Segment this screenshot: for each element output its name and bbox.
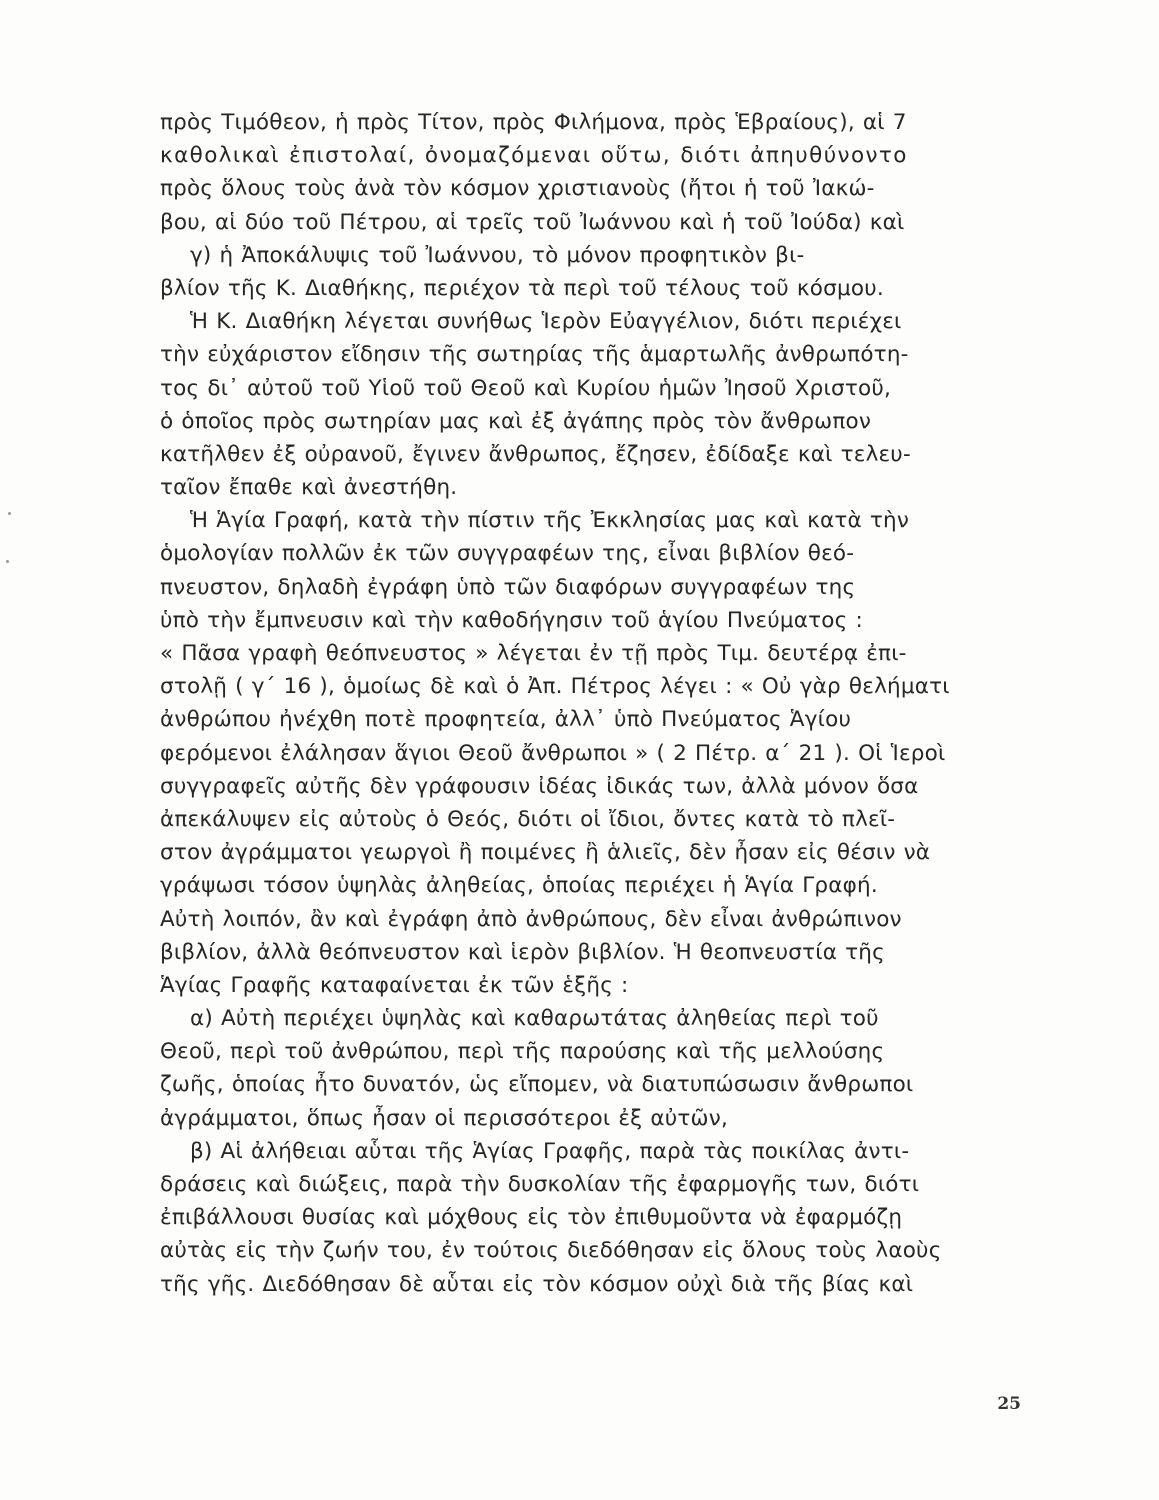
- text-line: ἐπιβάλλουσι θυσίας καὶ μόχθους εἰς τὸν ἐπιθυμοῦντα νὰ ἐφαρμόζῃ: [160, 1205, 903, 1231]
- text-line: ὑπὸ τὴν ἔμπνευσιν καὶ τὴν καθοδήγησιν τοῦ ἁγίου Πνεύματος :: [160, 607, 863, 633]
- text-line: κατῆλθεν ἐξ οὐρανοῦ, ἔγινεν ἄνθρωπος, ἔζησεν, ἐδίδαξε καὶ τελευ-: [160, 441, 911, 467]
- scan-speck: [8, 512, 11, 515]
- text-line: ὁμολογίαν πολλῶν ἐκ τῶν συγγραφέων της, εἶναι βιβλίον θεό-: [160, 541, 855, 567]
- text-line: ζωῆς, ὁποίας ἦτο δυνατόν, ὡς εἴπομεν, νὰ διατυπώσωσιν ἄνθρωποι: [160, 1072, 914, 1098]
- text-line: ἀγράμματοι, ὅπως ἦσαν οἱ περισσότεροι ἐξ αὐτῶν,: [160, 1105, 728, 1131]
- text-line: Θεοῦ, περὶ τοῦ ἀνθρώπου, περὶ τῆς παρούσης καὶ τῆς μελλούσης: [160, 1039, 885, 1065]
- text-line: συγγραφεῖς αὐτῆς δὲν γράφουσιν ἰδέας ἰδικάς των, ἀλλὰ μόνον ὅσα: [160, 773, 919, 799]
- text-line: « Πᾶσα γραφὴ θεόπνευστος » λέγεται ἐν τῇ πρὸς Τιμ. δευτέρᾳ ἐπι-: [160, 641, 907, 666]
- text-line: στον ἀγράμματοι γεωργοὶ ἢ ποιμένες ἢ ἁλιεῖς, δὲν ἦσαν εἰς θέσιν νὰ: [160, 840, 931, 866]
- text-line: τῆς γῆς. Διεδόθησαν δὲ αὗται εἰς τὸν κόσμον οὐχὶ διὰ τῆς βίας καὶ: [160, 1271, 914, 1297]
- text-line: τος δι᾽ αὐτοῦ τοῦ Υἱοῦ τοῦ Θεοῦ καὶ Κυρίου ἡμῶν Ἰησοῦ Χριστοῦ,: [160, 375, 891, 401]
- text-line: πρὸς Τιμόθεον, ἡ πρὸς Τίτον, πρὸς Φιλήμονα, πρὸς Ἑβραίους), αἱ 7: [160, 110, 907, 135]
- text-line: καθολικαὶ ἐπιστολαί, ὀνομαζόμεναι οὕτω, διότι ἀπηυθύνοντο: [160, 143, 908, 169]
- text-line: β) Αἱ ἀλήθειαι αὗται τῆς Ἁγίας Γραφῆς, παρὰ τὰς ποικίλας ἀντι-: [190, 1138, 910, 1164]
- body-text: [160, 106, 1010, 1301]
- text-line: δράσεις καὶ διώξεις, παρὰ τὴν δυσκολίαν τῆς ἐφαρμογῆς των, διότι: [160, 1172, 920, 1197]
- text-line: Ἡ Ἁγία Γραφή, κατὰ τὴν πίστιν τῆς Ἐκκλησίας μας καὶ κατὰ τὴν: [190, 508, 910, 534]
- text-line: Αὐτὴ λοιπόν, ἂν καὶ ἐγράφη ἀπὸ ἀνθρώπους, δὲν εἶναι ἀνθρώπινον: [160, 906, 902, 932]
- text-line: αὐτὰς εἰς τὴν ζωήν του, ἐν τούτοις διεδόθησαν εἰς ὅλους τοὺς λαοὺς: [160, 1238, 942, 1264]
- scan-speck: [6, 560, 9, 563]
- text-line: ἀπεκάλυψεν εἰς αὐτοὺς ὁ Θεός, διότι οἱ ἴδιοι, ὄντες κατὰ τὸ πλεῖ-: [160, 806, 896, 832]
- text-line: τὴν εὐχάριστον εἴδησιν τῆς σωτηρίας τῆς ἁμαρτωλῆς ἀνθρωπότη-: [160, 342, 909, 368]
- text-line: βιβλίον, ἀλλὰ θεόπνευστον καὶ ἱερὸν βιβλίον. Ἡ θεοπνευστία τῆς: [160, 939, 885, 965]
- text-line: α) Αὐτὴ περιέχει ὑψηλὰς καὶ καθαρωτάτας ἀληθείας περὶ τοῦ: [190, 1006, 879, 1032]
- text-line: ἀνθρώπου ἠνέχθη ποτὲ προφητεία, ἀλλ᾽ ὑπὸ Πνεύματος Ἁγίου: [160, 707, 852, 733]
- text-line: πρὸς ὅλους τοὺς ἀνὰ τὸν κόσμον χριστιανοὺς (ἤτοι ἡ τοῦ Ἰακώ-: [160, 176, 875, 202]
- text-line: ταῖον ἔπαθε καὶ ἀνεστήθη.: [160, 475, 458, 501]
- text-line: βλίον τῆς Κ. Διαθήκης, περιέχον τὰ περὶ τοῦ τέλους τοῦ κόσμου.: [160, 275, 884, 301]
- page-number: 25: [997, 1394, 1021, 1414]
- text-line: Ἡ Κ. Διαθήκη λέγεται συνήθως Ἱερὸν Εὐαγγέλιον, διότι περιέχει: [190, 309, 902, 335]
- text-line: στολῇ ( γ΄ 16 ), ὁμοίως δὲ καὶ ὁ Ἀπ. Πέτρος λέγει : « Οὐ γὰρ θελήματι: [160, 674, 950, 700]
- text-line: ὁ ὁποῖος πρὸς σωτηρίαν μας καὶ ἐξ ἀγάπης πρὸς τὸν ἄνθρωπον: [160, 408, 872, 434]
- text-line: γ) ἡ Ἀποκάλυψις τοῦ Ἰωάννου, τὸ μόνον προφητικὸν βι-: [190, 242, 805, 268]
- text-line: βου, αἱ δύο τοῦ Πέτρου, αἱ τρεῖς τοῦ Ἰωάννου καὶ ἡ τοῦ Ἰούδα) καὶ: [160, 209, 905, 235]
- text-line: Ἁγίας Γραφῆς καταφαίνεται ἐκ τῶν ἑξῆς :: [160, 972, 629, 998]
- text-line: γράψωσι τόσον ὑψηλὰς ἀληθείας, ὁποίας περιέχει ἡ Ἁγία Γραφή.: [160, 873, 878, 899]
- text-line: πνευστον, δηλαδὴ ἐγράφη ὑπὸ τῶν διαφόρων συγγραφέων της: [160, 574, 856, 600]
- text-line: φερόμενοι ἐλάλησαν ἅγιοι Θεοῦ ἄνθρωποι » ( 2 Πέτρ. α΄ 21 ). Οἱ Ἱεροὶ: [160, 740, 946, 766]
